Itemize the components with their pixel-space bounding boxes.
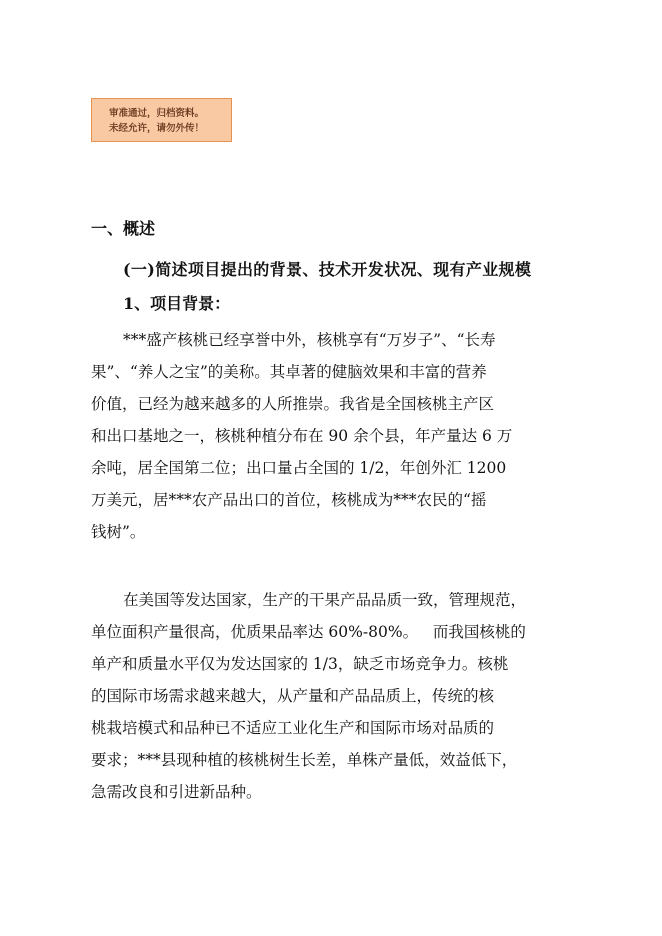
section-subtitle: (一)简述项目提出的背景、技术开发状况、现有产业规模: [123, 260, 532, 279]
stamp-line-1: 审准通过，归档资料。: [109, 108, 205, 119]
text-line: 在美国等发达国家，生产的干果产品品质一致，管理规范，: [123, 591, 527, 609]
text-line: 果”、“养人之宝”的美称。其卓著的健脑效果和丰富的营养: [91, 363, 487, 381]
paragraph-comparison: [91, 587, 571, 811]
approval-stamp: [91, 98, 232, 142]
text-line: 的国际市场需求越来越大，从产量和产品品质上，传统的核: [91, 687, 495, 705]
text-line: 单产和质量水平仅为发达国家的 1/3，缺乏市场竞争力。核桃: [91, 655, 509, 673]
text-line: ***盛产核桃已经享誉中外，核桃享有“万岁子”、“长寿: [123, 331, 496, 349]
text-line: 和出口基地之一，核桃种植分布在 90 余个县，年产量达 6 万: [91, 427, 513, 445]
text-line: 单位面积产量很高，优质果品率达 60%-80%。 而我国核桃的: [91, 623, 526, 641]
item-title: 1、项目背景：: [123, 294, 231, 313]
text-line: 价值，已经为越来越多的人所推崇。我省是全国核桃主产区: [91, 395, 495, 413]
text-line: 钱树”。: [91, 523, 146, 541]
stamp-line-2: 未经允许，请勿外传！: [109, 123, 205, 134]
text-line: 要求；***县现种植的核桃树生长差，单株产量低，效益低下，: [91, 751, 518, 769]
text-line: 桃栽培模式和品种已不适应工业化生产和国际市场对品质的: [91, 719, 495, 737]
paragraph-background: [91, 327, 571, 551]
text-line: 余吨，居全国第二位；出口量占全国的 1/2，年创外汇 1200: [91, 459, 507, 477]
section-title: 一、概述: [91, 219, 156, 238]
text-line: 急需改良和引进新品种。: [91, 783, 262, 801]
text-line: 万美元，居***农产品出口的首位，核桃成为***农民的“摇: [91, 491, 487, 509]
